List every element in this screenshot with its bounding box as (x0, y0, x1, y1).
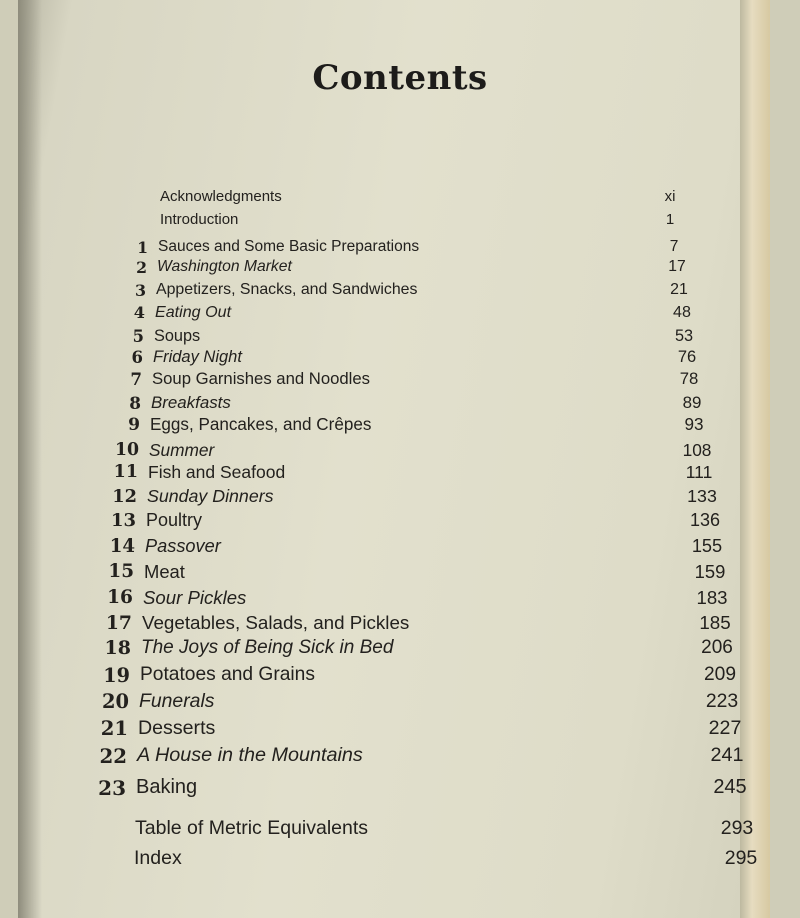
page-number: 245 (713, 776, 747, 798)
page-number: 159 (694, 561, 726, 582)
page-number: 17 (668, 258, 686, 275)
chapter-number: 22 (99, 744, 127, 768)
entry-title: Table of Metric Equivalents (135, 817, 369, 839)
page-number: 209 (703, 664, 737, 685)
entry-title: Washington Market (157, 258, 292, 275)
page-number: 78 (679, 369, 699, 388)
chapter-number: 18 (104, 637, 131, 659)
chapter-number: 3 (134, 281, 146, 300)
page-number: 183 (696, 587, 728, 608)
entry-title: Desserts (138, 717, 216, 739)
entry-title: Breakfasts (151, 393, 231, 412)
page-number: 185 (699, 612, 731, 633)
entry-title: The Joys of Being Sick in Bed (141, 637, 394, 658)
entry-title: Vegetables, Salads, and Pickles (142, 612, 410, 633)
chapter-number: 4 (133, 303, 145, 322)
entry-title: Eggs, Pancakes, and Crêpes (150, 415, 372, 434)
page-number: 53 (674, 327, 694, 345)
chapter-number: 19 (103, 664, 130, 687)
chapter-number: 13 (110, 510, 136, 531)
page-title: Contents (312, 58, 488, 98)
chapter-number: 15 (108, 561, 134, 582)
entry-title: Fish and Seafood (148, 462, 286, 482)
entry-title: Potatoes and Grains (140, 664, 315, 685)
entry-title: Appetizers, Snacks, and Sandwiches (156, 281, 418, 298)
page-number: 89 (682, 393, 702, 412)
entry-title: Passover (145, 536, 221, 556)
entry-title: Sour Pickles (143, 587, 247, 608)
chapter-number: 11 (113, 462, 138, 482)
page-number: 223 (705, 690, 739, 712)
chapter-number: 7 (130, 369, 142, 389)
page-number: 155 (691, 536, 723, 556)
entry-title: Sunday Dinners (147, 486, 274, 506)
entry-title: A House in the Mountains (137, 744, 363, 766)
page-number: 206 (701, 637, 733, 658)
entry-title: Baking (136, 776, 198, 798)
page-number: 1 (665, 211, 675, 228)
page-number: 136 (689, 510, 721, 530)
page-number: 93 (684, 415, 704, 434)
chapter-number: 9 (128, 415, 140, 435)
page-number: 76 (677, 348, 697, 366)
page-number: 293 (720, 817, 754, 839)
chapter-number: 12 (112, 486, 137, 507)
chapter-number: 16 (107, 587, 133, 608)
chapter-number: 10 (114, 440, 139, 460)
chapter-number: 17 (105, 612, 132, 634)
entry-title: Introduction (160, 211, 239, 228)
entry-title: Friday Night (153, 348, 242, 366)
page-number: 7 (669, 238, 679, 255)
entry-title: Meat (144, 561, 185, 582)
chapter-number: 20 (102, 690, 129, 713)
page-number: 295 (724, 847, 758, 869)
page-number: 241 (710, 744, 744, 766)
chapter-number: 14 (109, 536, 135, 557)
chapter-number: 23 (98, 776, 126, 800)
chapter-number: 21 (100, 717, 128, 740)
entry-title: Index (134, 847, 182, 869)
entry-title: Summer (149, 440, 215, 460)
entry-title: Soups (154, 327, 201, 345)
chapter-number: 1 (137, 238, 148, 257)
chapter-number: 5 (132, 327, 144, 346)
page-number: xi (664, 188, 676, 205)
chapter-number: 6 (131, 348, 143, 367)
page-number: 227 (708, 717, 742, 739)
page-number: 133 (687, 486, 717, 506)
page-number: 108 (682, 440, 712, 460)
entry-title: Poultry (146, 510, 203, 530)
entry-title: Funerals (139, 690, 215, 712)
page-number: 48 (673, 303, 691, 321)
entry-title: Eating Out (155, 303, 232, 321)
gutter-shadow (18, 0, 42, 918)
chapter-number: 2 (136, 258, 147, 277)
entry-title: Soup Garnishes and Noodles (152, 369, 371, 388)
entry-title: Sauces and Some Basic Preparations (158, 238, 420, 255)
entry-title: Acknowledgments (160, 188, 282, 205)
page-number: 21 (670, 281, 688, 298)
chapter-number: 8 (129, 393, 141, 413)
page-number: 111 (685, 462, 713, 482)
